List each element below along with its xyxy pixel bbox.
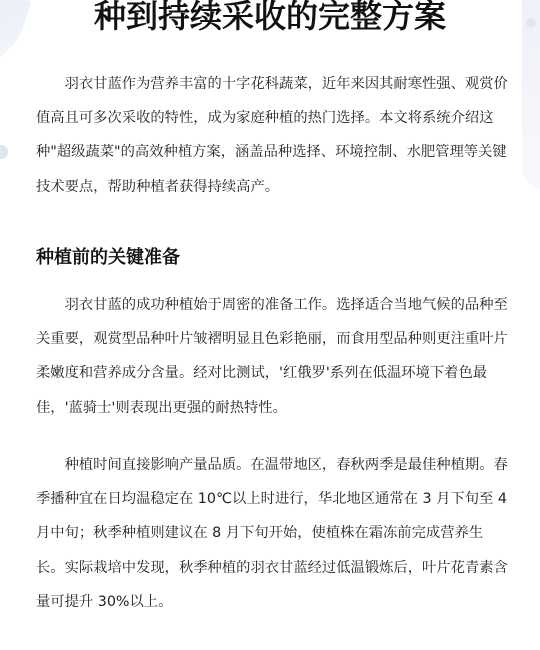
section-paragraph-1: 羽衣甘蓝的成功种植始于周密的准备工作。选择适合当地气候的品种至关重要，观赏型品种叶片皱褶明显且色彩艳丽，而食用型品种则更注重叶片柔嫩度和营养成分含量。经对比测试，'红俄罗'系列在低温环境下着色最佳，'蓝骑士'则表现出更强的耐热特性。 [36, 297, 508, 416]
section-paragraph-2: 种植时间直接影响产量品质。在温带地区，春秋两季是最佳种植期。春季播种宜在日均温稳定在 10℃以上时进行，华北地区通常在 3 月下旬至 4 月中旬；秋季种植则建议在 8 月下旬开始，使植株在霜冻前完成营养生长。实际栽培中发现，秋季种植的羽衣甘蓝经过低温锻炼后，叶片花青素含量可提升 30%以上。 [36, 457, 508, 610]
article-title: 种到持续采收的完整方案 [93, 0, 446, 35]
section-heading: 种植前的关键准备 [36, 247, 180, 268]
intro-paragraph: 羽衣甘蓝作为营养丰富的十字花科蔬菜，近年来因其耐寒性强、观赏价值高且可多次采收的特性，成为家庭种植的热门选择。本文将系统介绍这种"超级蔬菜"的高效种植方案，涵盖品种选择、环境控制、水肥管理等关键技术要点，帮助种植者获得持续高产。 [36, 76, 508, 195]
